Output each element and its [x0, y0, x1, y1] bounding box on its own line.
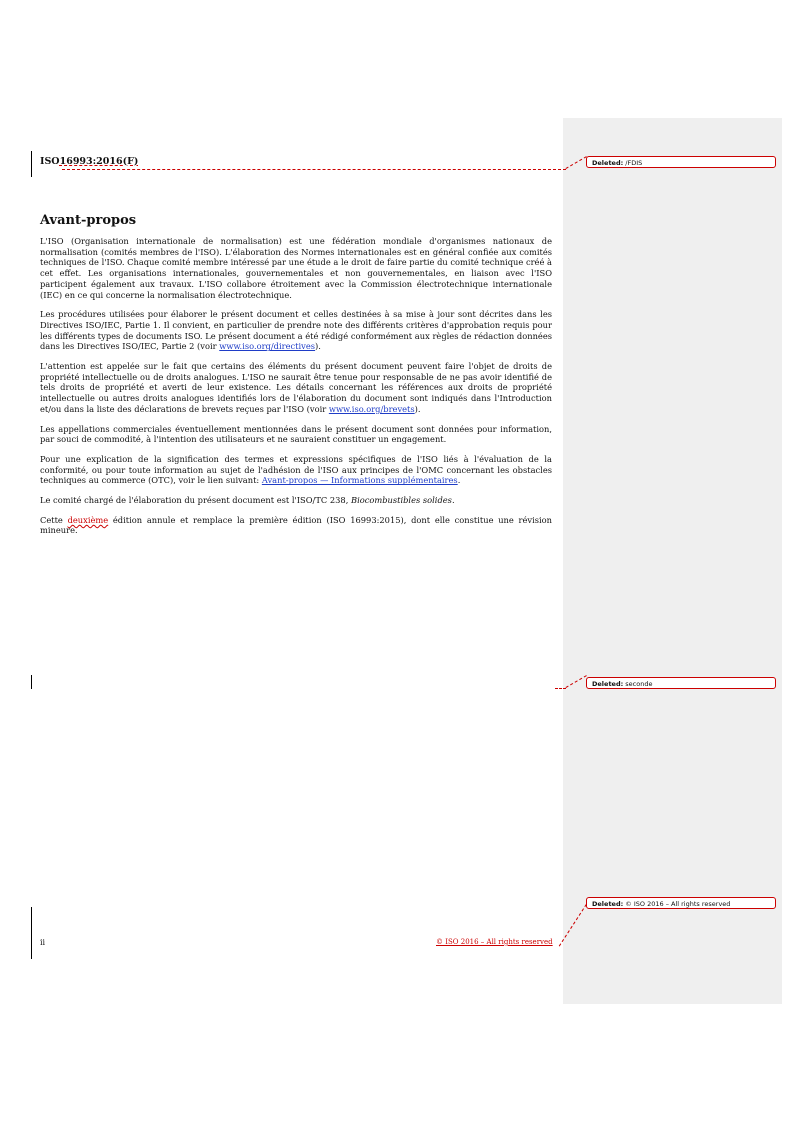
paragraph-text: ). [414, 403, 421, 414]
paragraph-6 [40, 495, 552, 506]
paragraph-text: L'attention est appelée sur le fait que certains des éléments du présent document peuvent faire l'objet de droits de propriété intellectuelle ou de droits analogues. L'ISO ne saurait être tenue pour responsable de ne pas avoir identifié de tels droits de propriété et averti de leur existence. Les détails concernant les références aux droits de propriété intellectuelle ou autres droits analogues identifiés lors de l'élaboration du document sont indiqués dans l'Introduction et/ou dans la liste des déclarations de brevets reçues par l'ISO (voir [40, 361, 552, 414]
page-number: ii [40, 938, 46, 947]
paragraph-text: Pour une explication de la signification des termes et expressions spécifiques de l'ISO liés à l'évaluation de la conformité, ou pour toute information au sujet de l'adhésion de l'ISO aux principes de l'OMC concernant les obstacles techniques au commerce (OTC), voir le lien suivant: [40, 453, 552, 486]
comment-connector [62, 169, 566, 170]
comments-margin-pane [563, 118, 782, 1004]
link-brevets[interactable]: www.iso.org/brevets [328, 403, 415, 414]
document-header [40, 156, 138, 167]
comment-text: seconde [625, 680, 653, 688]
paragraph-text: . [457, 475, 461, 486]
header-code: 16993:2016(F) [59, 156, 139, 167]
document-body [40, 236, 552, 545]
paragraph-1: L'ISO (Organisation internationale de normalisation) est une fédération mondiale d'organismes nationaux de normalisation (comités membres de l'ISO). L'élaboration des Normes internationales est en général confiée aux comités techniques de l'ISO. Chaque comité membre intéressé par une étude a le droit de faire partie du comité technique créé à cet effet. Les organisations internationales, gouvernementales et non gouvernementales, en liaison avec l'ISO participent également aux travaux. L'ISO collabore étroitement avec la Commission électrotechnique internationale (IEC) en ce qui concerne la normalisation électrotechnique. [40, 236, 552, 300]
paragraph-5 [40, 454, 552, 486]
comment-deleted-copyright[interactable] [586, 897, 776, 909]
deleted-text: deuxième [67, 514, 109, 525]
paragraph-text: Les procédures utilisées pour élaborer le présent document et celles destinées à sa mise à jour sont décrites dans les Directives ISO/IEC, Partie 1. Il convient, en particulier de prendre note des différents critères d'approbation requis pour les différents types de documents ISO. Le présent document a été rédigé conformément aux règles de rédaction données dans les Directives ISO/IEC, Partie 2 (voir [40, 309, 552, 352]
paragraph-text: Le comité chargé de l'élaboration du présent document est l'ISO/TC 238, [40, 495, 351, 506]
comment-deleted-seconde[interactable] [586, 677, 776, 689]
comment-connector [555, 688, 566, 689]
comment-label: Deleted: [592, 900, 624, 908]
footer-copyright: © ISO 2016 – All rights reserved [436, 938, 553, 946]
link-avant-propos[interactable]: Avant-propos — Informations supplémentaires [261, 475, 458, 486]
header-iso: ISO [40, 156, 60, 167]
paragraph-7 [40, 515, 552, 536]
comment-text: /FDIS [625, 159, 643, 167]
paragraph-2 [40, 309, 552, 352]
paragraph-text: ). [315, 341, 321, 352]
paragraph-text: . [451, 495, 455, 506]
paragraph-text: édition annule et remplace la première édition (ISO 16993:2015), dont elle constitue une révision mineure. [40, 514, 553, 536]
paragraph-3 [40, 361, 552, 415]
section-title: Avant-propos [40, 213, 137, 228]
change-bar-footer [31, 907, 32, 959]
change-bar-header [31, 151, 32, 177]
comment-deleted-fdis[interactable] [586, 156, 776, 168]
paragraph-text: Cette [40, 514, 68, 525]
committee-title: Biocombustibles solides [350, 495, 452, 506]
comment-label: Deleted: [592, 159, 624, 167]
paragraph-4: Les appellations commerciales éventuellement mentionnées dans le présent document sont données pour information, par souci de commodité, à l'intention des utilisateurs et ne sauraient constituer un engagement. [40, 423, 552, 445]
link-directives[interactable]: www.iso.org/directives [219, 341, 315, 352]
comment-text: © ISO 2016 – All rights reserved [625, 900, 731, 908]
change-bar-edition [31, 675, 32, 689]
comment-label: Deleted: [592, 680, 624, 688]
